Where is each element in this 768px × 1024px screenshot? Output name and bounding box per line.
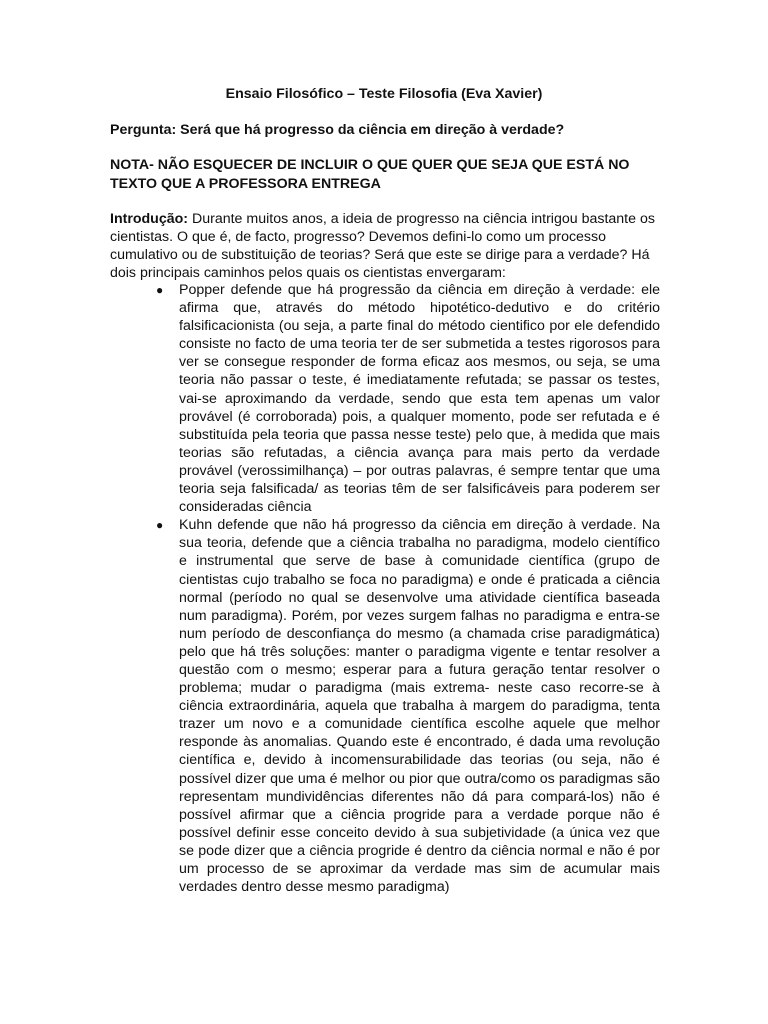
bullet-item-popper	[150, 281, 660, 516]
note-heading: NOTA- NÃO ESQUECER DE INCLUIR O QUE QUER QUE SEJA QUE ESTÁ NO TEXTO QUE A PROFESSORA ENTREGA	[110, 157, 630, 192]
introduction-text: Durante muitos anos, a ideia de progresso na ciência intrigou bastante os cientistas. O que é, de facto, progresso? Devemos defini-lo como um processo cumulativo ou de substituição de teorias? Será que este se dirige para a verdade? Há dois principais caminhos pelos quais os cientistas envergaram:	[110, 211, 655, 282]
bullet-icon: ●	[156, 518, 164, 533]
bullet-list	[150, 281, 660, 896]
bullet-item-kuhn	[150, 516, 660, 896]
question-heading: Pergunta: Será que há progresso da ciência em direção à verdade?	[110, 122, 565, 138]
introduction-paragraph	[110, 210, 660, 282]
introduction-label: Introdução:	[110, 211, 189, 227]
bullet-text: Popper defende que há progressão da ciência em direção à verdade: ele afirma que, através do método hipotético-dedutivo e do critério falsificacionista (ou seja, a parte final do método cientifico por ele defendido consiste no facto de uma teoria ter de ser submetida a testes rigorosos para ver se consegue responder de forma eficaz aos mesmos, ou seja, se uma teoria não passar o teste, é imediatamente refutada; se passar os testes, vai-se aproximando da verdade, sendo que esta tem apenas um valor provável (é corroborada) pois, a qualquer momento, pode ser refutada e é substituída pela teoria que passa nesse teste) pelo que, à medida que mais teorias são refutadas, a ciência avança para mais perto da verdade provável (verossimilhança) – por outras palavras, é sempre tentar que uma teoria seja falsificada/ as teorias têm de ser falsificáveis para poderem ser consideradas ciência	[179, 282, 660, 516]
bullet-icon: ●	[156, 283, 164, 297]
bullet-text: Kuhn defende que não há progresso da ciência em direção à verdade. Na sua teoria, defende que a ciência trabalha no paradigma, modelo científico e instrumental que serve de base à comunidade científica (grupo de cientistas cujo trabalho se foca no paradigma) e onde é praticada a ciência normal (período no qual se desenvolve uma atividade científica baseada num paradigma). Porém, por vezes surgem falhas no paradigma e entra-se num período de desconfiança do mesmo (a chamada crise paradigmática) pelo que há três soluções: manter o paradigma vigente e tentar resolver a questão com o mesmo; esperar para a futura geração tentar resolver o problema; mudar o paradigma (mais extrema- neste caso recorre-se à ciência extraordinária, aquela que trabalha à margem do paradigma, tenta trazer um novo e a comunidade científica escolhe aquele que melhor responde às anomalias. Quando este é encontrado, é dada uma revolução científica e, devido à incomensurabilidade das teorias (ou seja, não é possível dizer que uma é melhor ou pior que outra/como os paradigmas são representam mundividências diferentes não dá para compará-los) não é possível afirmar que a ciência progride para a verdade porque não é possível definir esse conceito devido à sua subjetividade (a única vez que se pode dizer que a ciência progride é dentro da ciência normal e não é por um processo de se aproximar da verdade mas sim de acumular mais verdades dentro desse mesmo paradigma)	[179, 517, 660, 896]
document-title: Ensaio Filosófico – Teste Filosofia (Eva Xavier)	[225, 86, 543, 102]
